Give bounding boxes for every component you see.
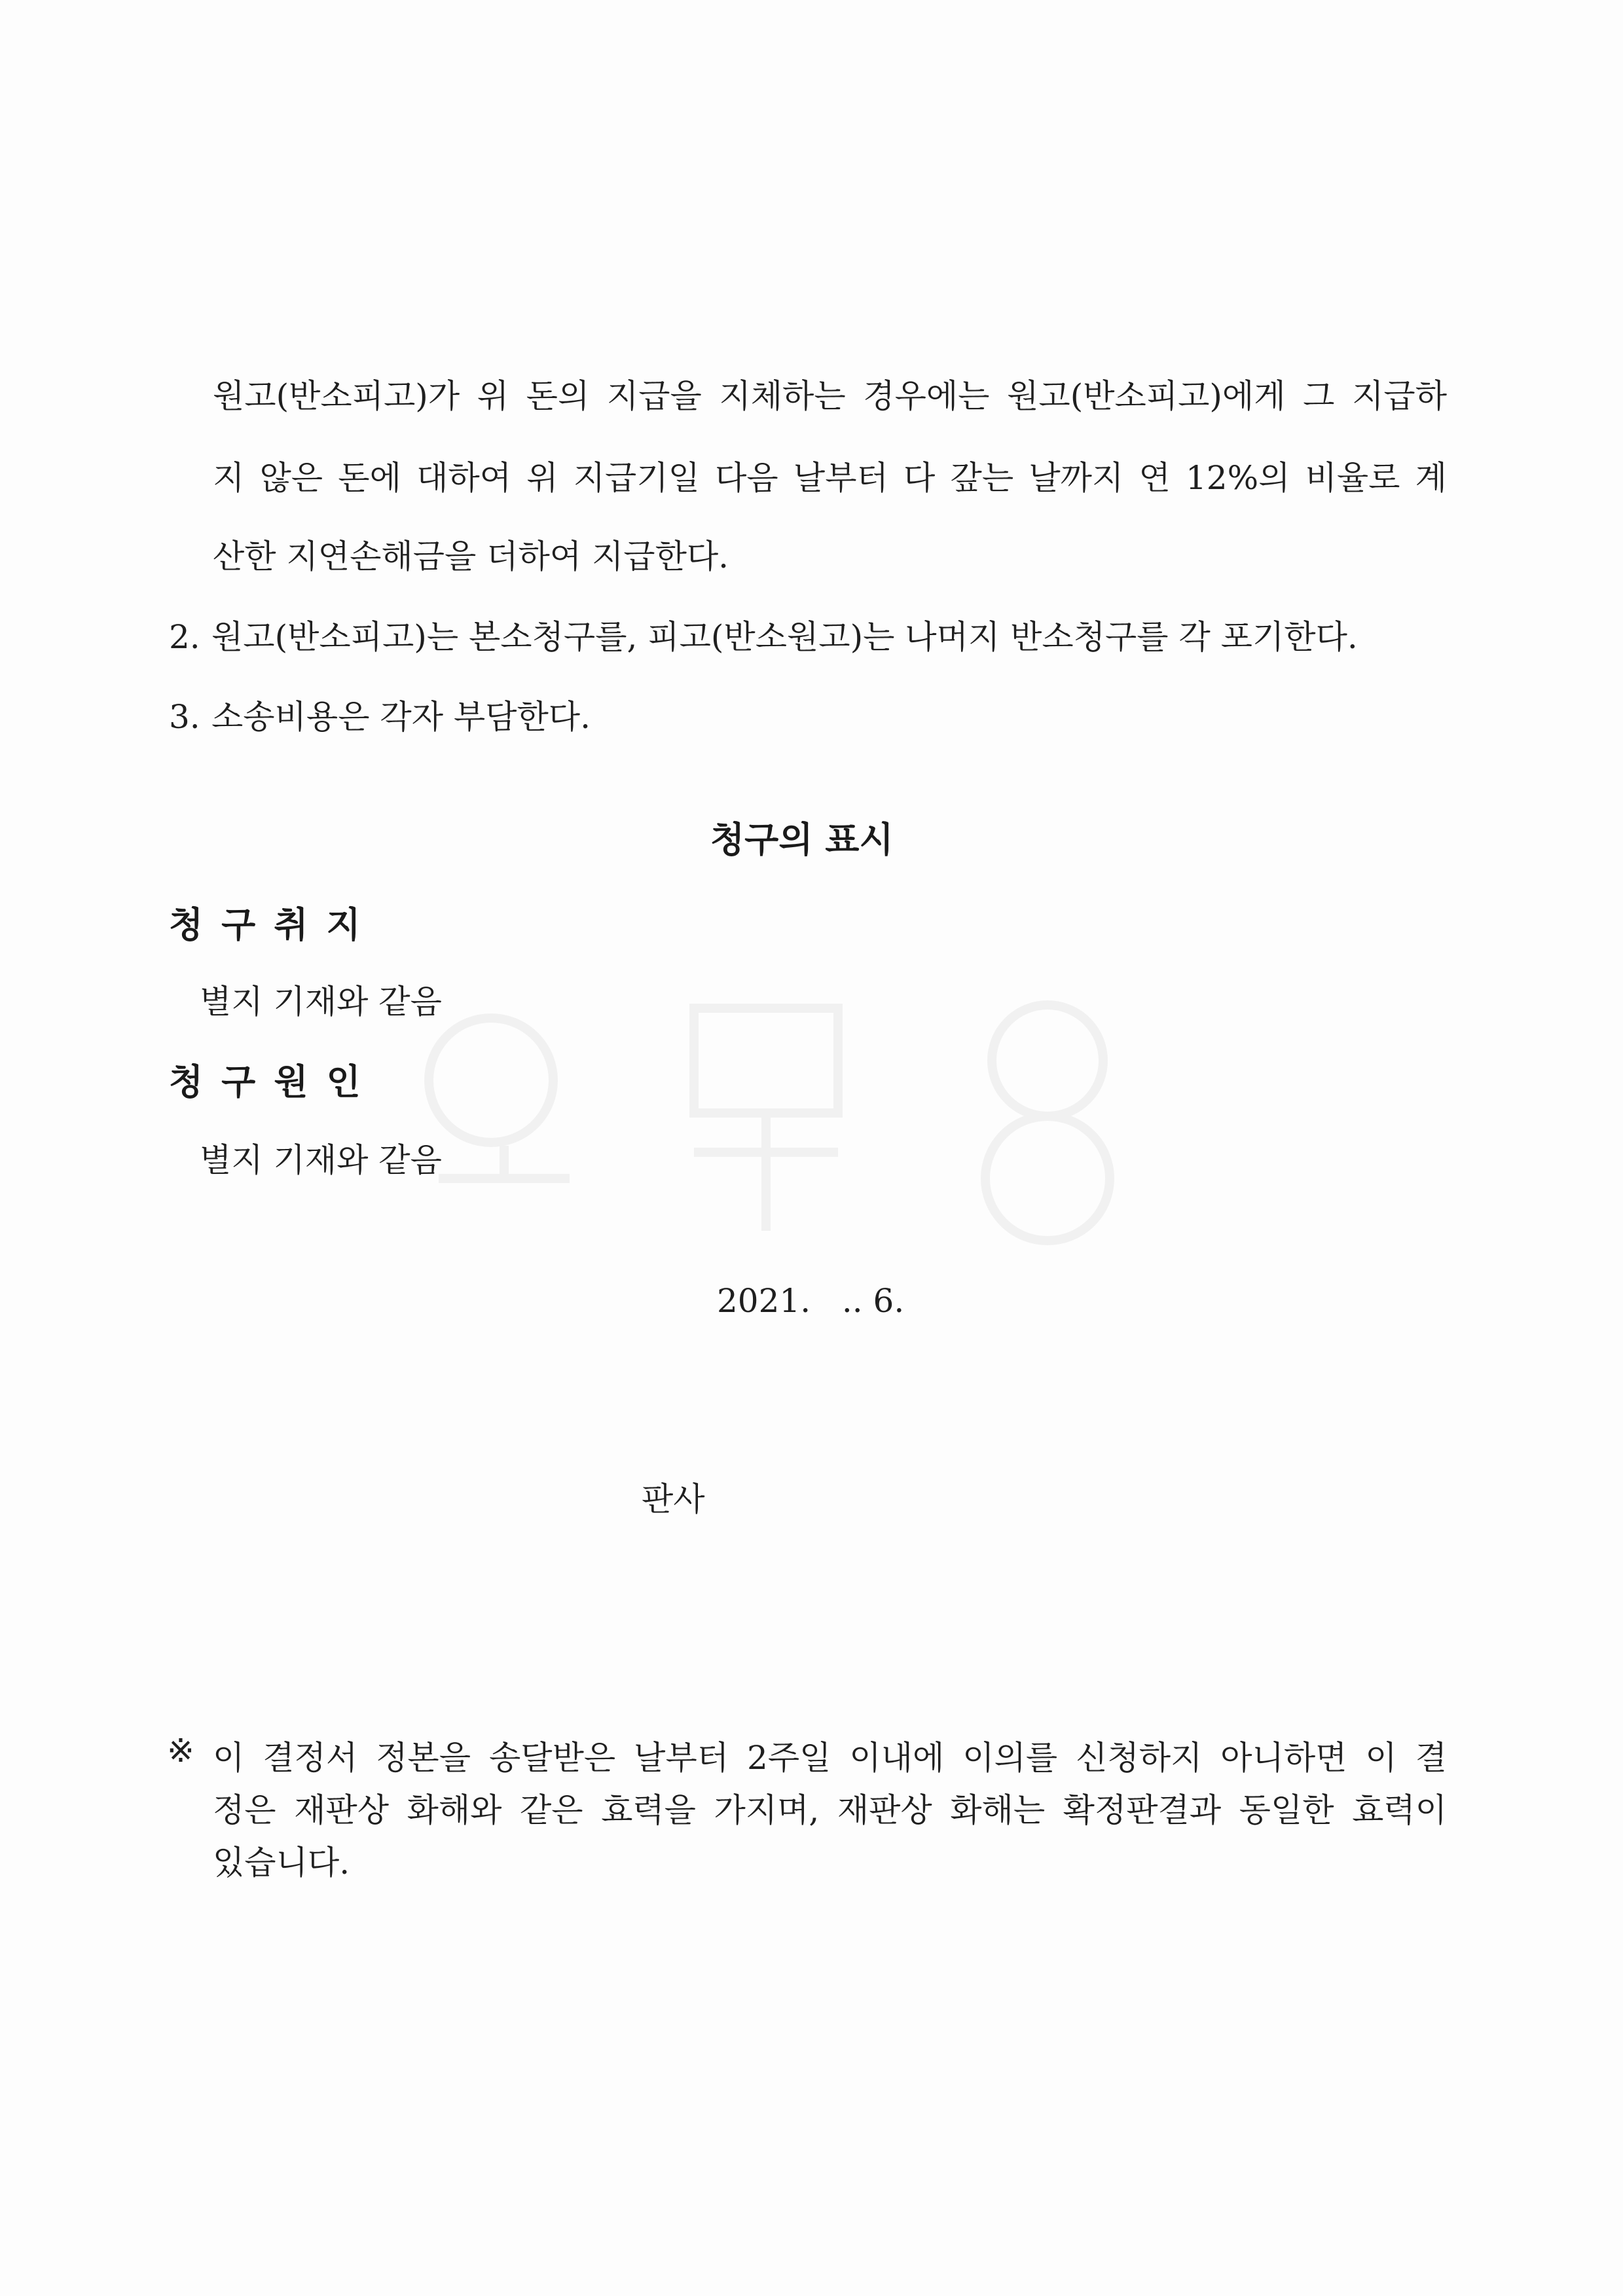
claim-purpose-text: 별지 기재와 같음 [200, 983, 442, 1021]
notice-line-3: 있습니다. [213, 1844, 350, 1882]
claim-section-title: 청구의 표시 [710, 819, 894, 860]
item-1-line-2: 지 않은 돈에 대하여 위 지급기일 다음 날부터 다 갚는 날까지 연 12%의 비율로 계 [213, 459, 1447, 497]
claim-cause-text: 별지 기재와 같음 [200, 1141, 442, 1179]
notice-line-2: 정은 재판상 화해와 같은 효력을 가지며, 재판상 화해는 확정판결과 동일한 효력이 [213, 1791, 1447, 1829]
watermark-graphic [419, 982, 1152, 1257]
item-1-line-3: 산한 지연손해금을 더하여 지급한다. [213, 538, 729, 575]
judge-label: 판사 [642, 1480, 705, 1518]
list-item-3-number: 3. [169, 698, 200, 736]
notice-mark: ※ [167, 1732, 194, 1770]
list-item-2-text: 원고(반소피고)는 본소청구를, 피고(반소원고)는 나머지 반소청구를 각 포기한다. [211, 618, 1358, 656]
list-item-3-text: 소송비용은 각자 부담한다. [211, 698, 591, 736]
claim-purpose-label: 청구취지 [169, 904, 379, 945]
notice-line-1: 이 결정서 정본을 송달받은 날부터 2주일 이내에 이의를 신청하지 아니하면 이 결 [213, 1739, 1447, 1777]
decision-date: 2021. .. 6. [717, 1282, 905, 1320]
claim-cause-label: 청구원인 [169, 1061, 379, 1102]
list-item-3 [169, 691, 591, 738]
list-item-2-number: 2. [169, 618, 200, 656]
list-item-2 [169, 611, 1358, 658]
item-1-line-1: 원고(반소피고)가 위 돈의 지급을 지체하는 경우에는 원고(반소피고)에게 그 지급하 [213, 377, 1447, 415]
